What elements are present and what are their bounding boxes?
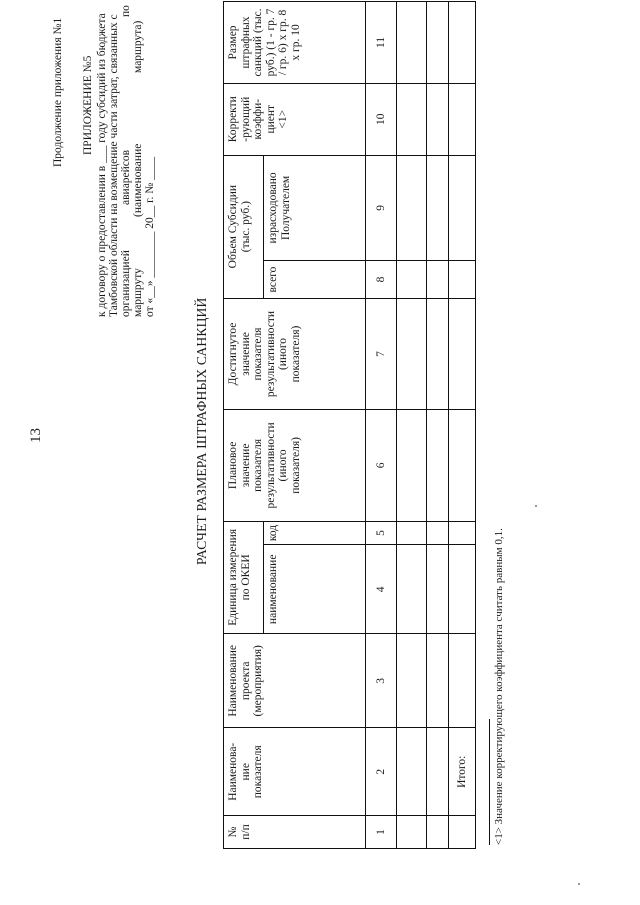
table-cell [427,410,449,521]
column-number-row [366,2,397,849]
scan-speck [535,505,537,507]
column-number: 8 [366,261,397,299]
column-number: 2 [366,728,397,816]
page-title: РАСЧЕТ РАЗМЕРА ШТРАФНЫХ САНКЦИЙ [194,297,209,565]
header-line-2: Тамбовской области на возмещение части затрат, связанных с [108,14,120,317]
table-row [427,2,449,849]
header-line-6: от «__» ________ 20__ г. № ____ [144,156,156,317]
appendix-title: ПРИЛОЖЕНИЕ №5 [82,55,94,155]
header-unit-name: наименование [264,545,366,634]
table-cell [449,521,476,545]
table-row [397,2,427,849]
header-line-3-right: авиарейсов [120,149,132,205]
table-cell [397,521,427,545]
table-cell [427,521,449,545]
column-number: 6 [366,410,397,521]
header-line-4-mid: (наименование [132,143,144,217]
header-line-1: к договору о предоставлении в ___ году субсидий из бюджета [96,13,108,317]
table-cell [397,634,427,728]
table-cell [397,545,427,634]
header-unit-group: Единица измерения по ОКЕИ [224,521,264,634]
table-cell [397,728,427,816]
footnote-rule [489,719,490,845]
header-achieved-value: Достигнутое значение показателя результативности (иного показателя) [224,298,366,409]
header-line-4-right: по [120,5,132,17]
table-cell [427,261,449,299]
column-number: 5 [366,521,397,545]
table-cell [449,410,476,521]
header-line-3-left: организацией [120,250,132,317]
header-indicator-name: Наименова- ние показателя [224,728,366,816]
header-line-4-left: маршруту [132,268,144,317]
table-cell [397,83,427,155]
column-number: 9 [366,155,397,261]
total-label: Итого: [449,728,476,816]
table-cell [449,634,476,728]
header-subsidy-total: всего [264,261,366,299]
header-unit-code: код [264,521,366,545]
scan-speck [578,883,580,885]
header-planned-value: Плановое значение показателя результативности (иного показателя) [224,410,366,521]
table-cell [427,298,449,409]
header-line-5: маршрута) [132,20,144,73]
page-number: 13 [28,428,44,443]
column-number: 7 [366,298,397,409]
table-cell [397,155,427,261]
table-cell [427,2,449,84]
table-cell [397,261,427,299]
penalty-calculation-table [223,1,476,849]
table-cell [449,261,476,299]
table-cell [427,155,449,261]
header-row-number: № п/п [224,816,366,849]
table-cell [449,816,476,849]
column-number: 3 [366,634,397,728]
table-cell [449,545,476,634]
table-cell [427,545,449,634]
table-cell [427,728,449,816]
table-cell [449,83,476,155]
header-project-name: Наименование проекта (мероприятия) [224,634,366,728]
column-number: 11 [366,2,397,84]
table-cell [397,410,427,521]
header-correction-coefficient: Корректи -рующий коэффи- циент <1> [224,83,366,155]
table-cell [449,298,476,409]
table-cell [397,2,427,84]
header-penalty-size: Размер штрафных санкций (тыс. руб.) (1 - гр. 7 / гр. 6) х гр. 8 х гр. 10 [224,2,366,84]
appendix-continuation: Продолжение приложения №1 [52,17,64,167]
column-number: 1 [366,816,397,849]
table-cell [427,816,449,849]
table-cell [427,634,449,728]
table-cell [397,298,427,409]
header-subsidy-spent: израсходовано Получателем [264,155,366,261]
table-cell [427,83,449,155]
header-subsidy-group: Объем Субсидии (тыс. руб.) [224,155,264,298]
table-cell [397,816,427,849]
column-number: 4 [366,545,397,634]
table-cell [449,155,476,261]
table-cell [449,2,476,84]
footnote: <1> Значение корректирующего коэффициента считать равным 0,1. [493,528,505,845]
total-row [449,2,476,849]
column-number: 10 [366,83,397,155]
